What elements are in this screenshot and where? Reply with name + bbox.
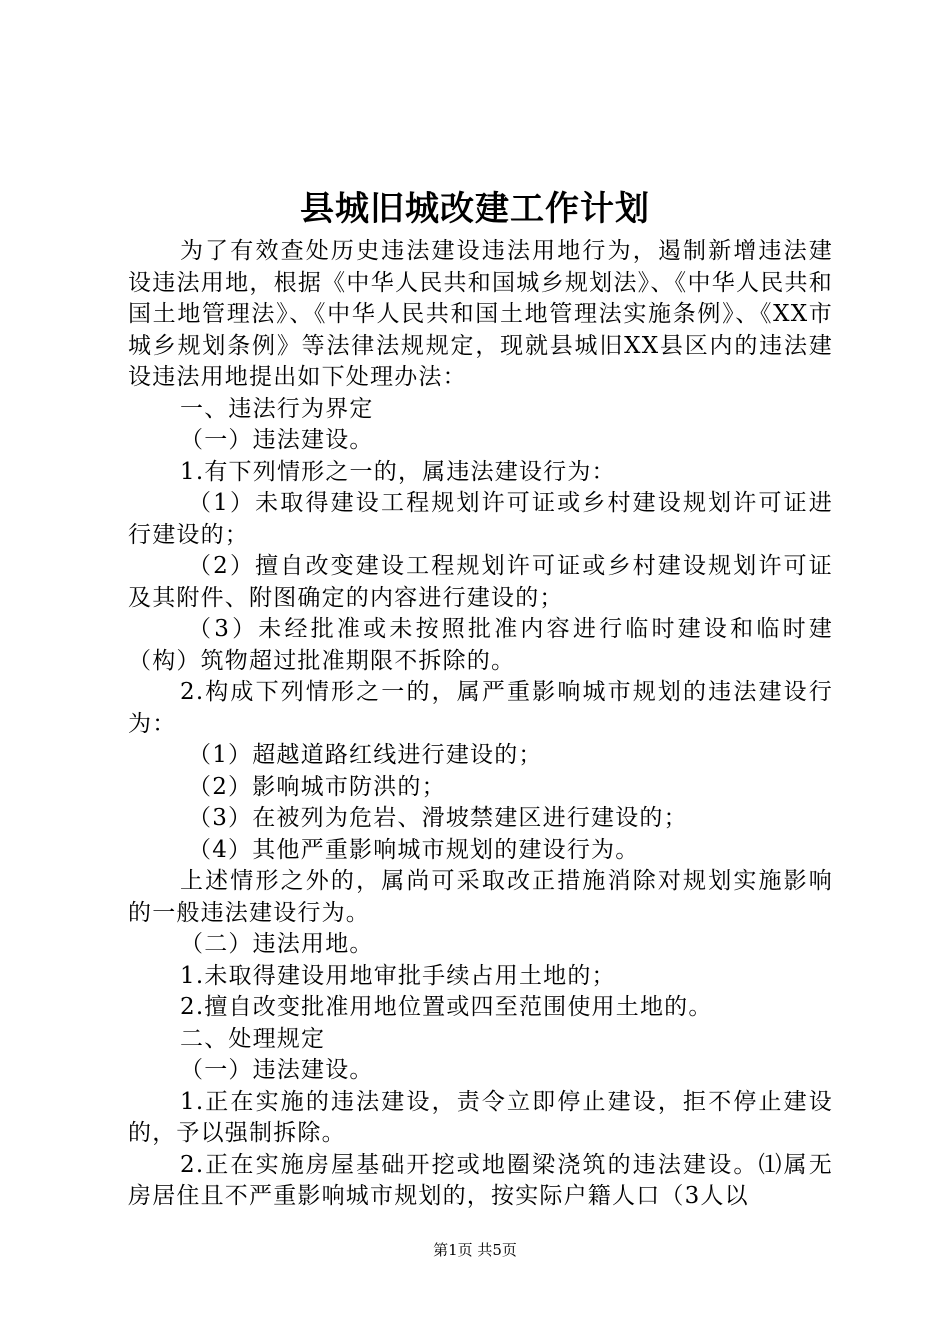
list-item: 2.擅自改变批准用地位置或四至范围使用土地的。 bbox=[180, 994, 713, 1020]
paragraph: 1.有下列情形之一的，属违法建设行为： bbox=[180, 458, 616, 485]
paragraph: 1.正在实施的违法建设，责令立即停止建设，拒不停止建设的，予以强制拆除。 bbox=[128, 1088, 833, 1146]
page-footer: 第1页 共5页 bbox=[433, 1241, 517, 1259]
list-item: （3）在被列为危岩、滑坡禁建区进行建设的； bbox=[188, 805, 688, 831]
section-heading-2: 二、处理规定 bbox=[180, 1025, 326, 1052]
list-item: 1.未取得建设用地审批手续占用土地的； bbox=[180, 962, 616, 989]
list-item: （3）未经批准或未按照批准内容进行临时建设和临时建（构）筑物超过批准期限不拆除的。 bbox=[128, 616, 833, 674]
document-title: 县城旧城改建工作计划 bbox=[300, 189, 650, 229]
list-item: （2）影响城市防洪的； bbox=[188, 773, 446, 800]
paragraph: 2.构成下列情形之一的，属严重影响城市规划的违法建设行为： bbox=[128, 679, 833, 737]
list-item: （2）擅自改变建设工程规划许可证或乡村建设规划许可证及其附件、附图确定的内容进行建设的； bbox=[128, 553, 833, 611]
section-heading-1: 一、违法行为界定 bbox=[180, 395, 374, 422]
list-item: （4）其他严重影响城市规划的建设行为。 bbox=[188, 836, 640, 863]
paragraph: 2.正在实施房屋基础开挖或地圈梁浇筑的违法建设。⑴属无房居住且不严重影响城市规划的，按实际户籍人口（3人以 bbox=[128, 1151, 833, 1209]
list-item: （1）未取得建设工程规划许可证或乡村建设规划许可证进行建设的； bbox=[128, 490, 833, 548]
document-body bbox=[128, 236, 833, 1213]
list-item: （1）超越道路红线进行建设的； bbox=[188, 742, 543, 768]
subsection-heading: （一）违法建设。 bbox=[180, 427, 374, 453]
paragraph: 上述情形之外的，属尚可采取改正措施消除对规划实施影响的一般违法建设行为。 bbox=[128, 868, 833, 926]
subsection-heading: （二）违法用地。 bbox=[180, 931, 374, 957]
subsection-heading: （一）违法建设。 bbox=[180, 1057, 374, 1083]
paragraph-intro: 为了有效查处历史违法建设违法用地行为，遏制新增违法建设违法用地，根据《中华人民共和国城乡规划法》、《中华人民共和国土地管理法》、《中华人民共和国土地管理法实施条例》、《XX市城乡规划条例》等法律法规规定，现就县城旧XX县区内的违法建设违法用地提出如下处理办法： bbox=[128, 238, 833, 390]
